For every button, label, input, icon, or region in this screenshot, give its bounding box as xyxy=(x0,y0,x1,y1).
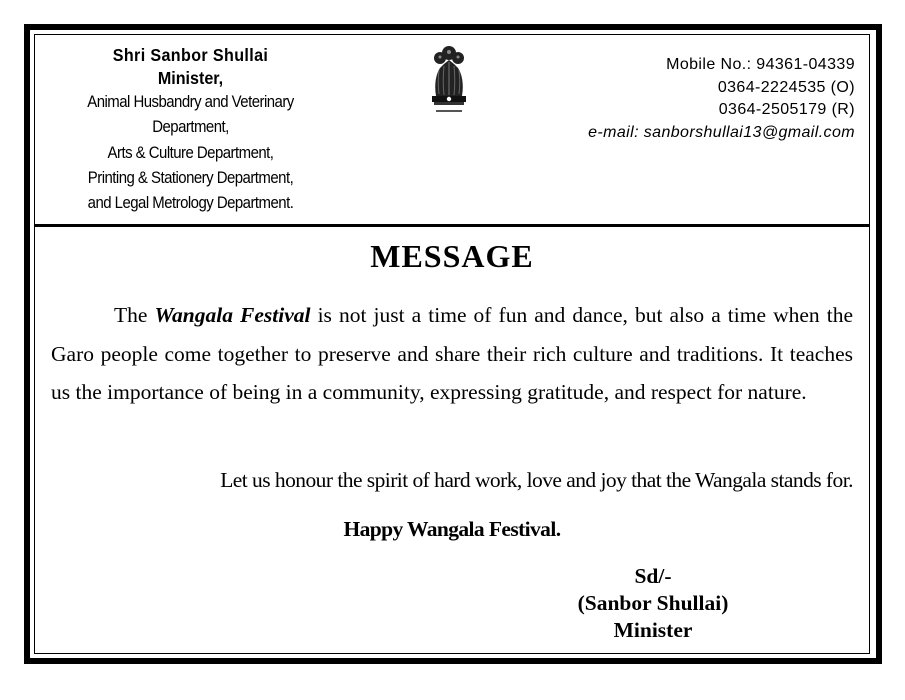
festival-name: Wangala Festival xyxy=(154,303,311,327)
header-divider xyxy=(34,224,870,227)
minister-name: Shri Sanbor Shullai xyxy=(112,45,269,65)
national-emblem-icon xyxy=(424,40,474,122)
festival-greeting: Happy Wangala Festival. xyxy=(343,517,561,541)
message-body xyxy=(51,296,853,412)
department-line: Department, xyxy=(152,117,229,137)
department-line: Animal Husbandry and Veterinary xyxy=(87,92,294,111)
letterhead xyxy=(34,34,870,226)
signed-mark: Sd/- xyxy=(634,564,672,588)
signatory-designation: Minister xyxy=(613,618,693,642)
mobile-number: Mobile No.: 94361-04339 xyxy=(666,56,855,73)
minister-title: Minister, xyxy=(157,68,224,88)
contact-info xyxy=(588,54,855,144)
signature-block xyxy=(553,563,753,644)
department-line: Printing & Stationery Department, xyxy=(87,167,294,187)
department-line: and Legal Metrology Department. xyxy=(87,193,294,213)
email-address: e-mail: sanborshullai13@gmail.com xyxy=(588,123,855,141)
message-title: MESSAGE xyxy=(370,238,534,274)
paragraph-text: is not just a time of fun and dance, but also a time when the Garo people come together to preserve and share their rich culture and traditions. It teaches us the importance of being in a community, expressing gratitude, and respect for nature. xyxy=(51,303,853,404)
minister-info xyxy=(48,44,333,215)
residence-phone: 0364-2505179 (R) xyxy=(718,101,855,118)
department-line: Arts & Culture Department, xyxy=(107,142,274,162)
paragraph-prefix: The xyxy=(114,303,155,327)
message-paragraph-1 xyxy=(51,296,853,412)
signatory-name: (Sanbor Shullai) xyxy=(577,591,729,615)
office-phone: 0364-2224535 (O) xyxy=(717,78,855,96)
message-paragraph-2: Let us honour the spirit of hard work, love and joy that the Wangala stands for. xyxy=(220,468,853,492)
